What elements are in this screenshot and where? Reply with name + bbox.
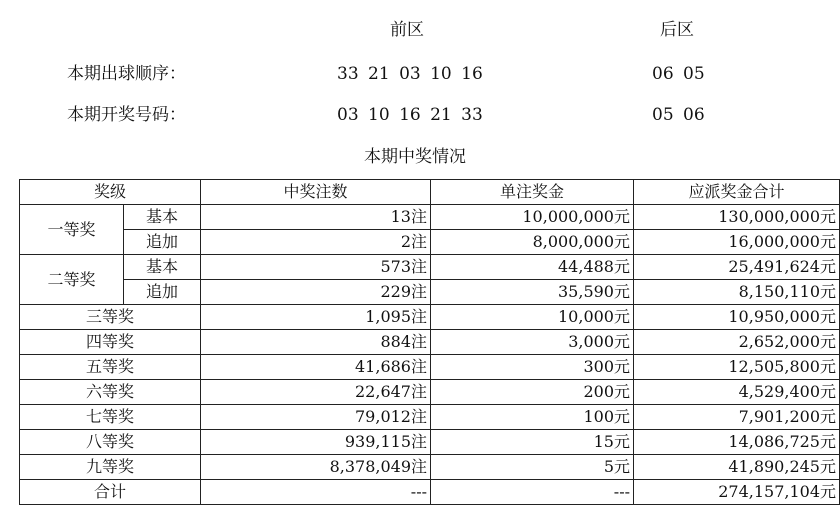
level-name: 六等奖 <box>20 380 201 405</box>
total-prize: 16,000,000元 <box>634 230 840 255</box>
winning-numbers-label: 本期开奖号码： <box>67 105 186 125</box>
winning-front-numbers: 03 10 16 21 33 <box>337 105 483 125</box>
total-prize: 41,890,245元 <box>634 455 840 480</box>
col-header-prize: 单注奖金 <box>431 180 634 205</box>
unit-prize: 3,000元 <box>431 330 634 355</box>
winner-count: --- <box>201 480 431 505</box>
draw-order-front-numbers: 33 21 03 10 16 <box>337 64 483 84</box>
prize-table <box>19 179 840 505</box>
total-prize: 8,150,110元 <box>634 280 840 305</box>
prize-table-title: 本期中奖情况 <box>364 147 466 167</box>
level-name: 八等奖 <box>20 430 201 455</box>
total-prize: 14,086,725元 <box>634 430 840 455</box>
table-header-row <box>20 180 840 205</box>
col-header-total: 应派奖金合计 <box>634 180 840 205</box>
winner-count: 1,095注 <box>201 305 431 330</box>
table-row <box>20 405 840 430</box>
sub-level-basic: 基本 <box>124 255 201 280</box>
unit-prize: 100元 <box>431 405 634 430</box>
total-prize: 130,000,000元 <box>634 205 840 230</box>
table-row <box>20 255 840 280</box>
table-row <box>20 455 840 480</box>
winner-count: 8,378,049注 <box>201 455 431 480</box>
total-prize: 7,901,200元 <box>634 405 840 430</box>
winner-count: 41,686注 <box>201 355 431 380</box>
unit-prize: 10,000元 <box>431 305 634 330</box>
sub-level-extra: 追加 <box>124 230 201 255</box>
total-prize: 2,652,000元 <box>634 330 840 355</box>
unit-prize: 8,000,000元 <box>431 230 634 255</box>
table-row <box>20 205 840 230</box>
table-row <box>20 330 840 355</box>
level-name: 三等奖 <box>20 305 201 330</box>
grand-total: 274,157,104元 <box>634 480 840 505</box>
total-prize: 25,491,624元 <box>634 255 840 280</box>
draw-order-back-numbers: 06 05 <box>652 64 705 84</box>
sub-level-extra: 追加 <box>124 280 201 305</box>
unit-prize: 300元 <box>431 355 634 380</box>
level-name: 九等奖 <box>20 455 201 480</box>
unit-prize: 10,000,000元 <box>431 205 634 230</box>
col-header-level: 奖级 <box>20 180 201 205</box>
col-header-count: 中奖注数 <box>201 180 431 205</box>
unit-prize: --- <box>431 480 634 505</box>
winner-count: 884注 <box>201 330 431 355</box>
total-prize: 10,950,000元 <box>634 305 840 330</box>
table-row <box>20 230 840 255</box>
winning-back-numbers: 05 06 <box>652 105 705 125</box>
unit-prize: 200元 <box>431 380 634 405</box>
winner-count: 573注 <box>201 255 431 280</box>
draw-order-label: 本期出球顺序： <box>67 64 186 84</box>
sub-level-basic: 基本 <box>124 205 201 230</box>
unit-prize: 44,488元 <box>431 255 634 280</box>
level-name: 四等奖 <box>20 330 201 355</box>
table-row <box>20 430 840 455</box>
winner-count: 22,647注 <box>201 380 431 405</box>
level-name: 一等奖 <box>20 205 124 255</box>
total-label: 合计 <box>20 480 201 505</box>
level-name: 七等奖 <box>20 405 201 430</box>
winner-count: 939,115注 <box>201 430 431 455</box>
winner-count: 13注 <box>201 205 431 230</box>
level-name: 五等奖 <box>20 355 201 380</box>
total-prize: 4,529,400元 <box>634 380 840 405</box>
table-row <box>20 280 840 305</box>
level-name: 二等奖 <box>20 255 124 305</box>
winner-count: 79,012注 <box>201 405 431 430</box>
table-row <box>20 305 840 330</box>
winner-count: 2注 <box>201 230 431 255</box>
unit-prize: 15元 <box>431 430 634 455</box>
winner-count: 229注 <box>201 280 431 305</box>
unit-prize: 5元 <box>431 455 634 480</box>
table-total-row <box>20 480 840 505</box>
front-zone-header: 前区 <box>390 20 424 40</box>
table-row <box>20 355 840 380</box>
table-row <box>20 380 840 405</box>
back-zone-header: 后区 <box>660 20 694 40</box>
unit-prize: 35,590元 <box>431 280 634 305</box>
total-prize: 12,505,800元 <box>634 355 840 380</box>
